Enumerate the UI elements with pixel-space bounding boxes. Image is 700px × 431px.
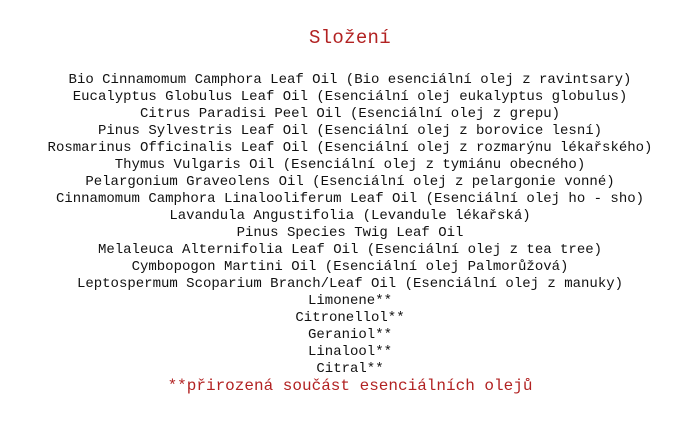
ingredient-item: Eucalyptus Globulus Leaf Oil (Esenciální olej eukalyptus globulus) bbox=[72, 89, 628, 105]
ingredient-item: Thymus Vulgaris Oil (Esenciální olej z tymiánu obecného) bbox=[114, 157, 586, 173]
ingredient-item: Geraniol** bbox=[307, 327, 392, 343]
ingredient-item: Rosmarinus Officinalis Leaf Oil (Esenciální olej z rozmarýnu lékařského) bbox=[47, 140, 653, 156]
ingredient-item: Pelargonium Graveolens Oil (Esenciální olej z pelargonie vonné) bbox=[85, 174, 615, 190]
ingredient-item: Bio Cinnamomum Camphora Leaf Oil (Bio esenciální olej z ravintsary) bbox=[68, 72, 632, 88]
ingredient-item: Citral** bbox=[316, 361, 384, 377]
ingredient-item: Citrus Paradisi Peel Oil (Esenciální olej z grepu) bbox=[139, 106, 561, 122]
ingredient-list bbox=[0, 72, 700, 378]
ingredient-item: Pinus Species Twig Leaf Oil bbox=[236, 225, 464, 241]
ingredient-item: Citronellol** bbox=[295, 310, 405, 326]
ingredient-item: Lavandula Angustifolia (Levandule lékařská) bbox=[169, 208, 531, 224]
ingredient-item: Pinus Sylvestris Leaf Oil (Esenciální olej z borovice lesní) bbox=[97, 123, 603, 139]
ingredient-item: Linalool** bbox=[307, 344, 392, 360]
ingredient-item: Cymbopogon Martini Oil (Esenciální olej Palmorůžová) bbox=[131, 259, 569, 275]
ingredient-item: Leptospermum Scoparium Branch/Leaf Oil (Esenciální olej z manuky) bbox=[76, 276, 624, 292]
ingredient-item: Cinnamomum Camphora Linalooliferum Leaf Oil (Esenciální olej ho - sho) bbox=[55, 191, 645, 207]
footnote: **přirozená součást esenciálních olejů bbox=[167, 377, 533, 395]
ingredient-item: Melaleuca Alternifolia Leaf Oil (Esenciální olej z tea tree) bbox=[97, 242, 603, 258]
ingredient-item: Limonene** bbox=[307, 293, 392, 309]
page-title: Složení bbox=[309, 27, 391, 49]
